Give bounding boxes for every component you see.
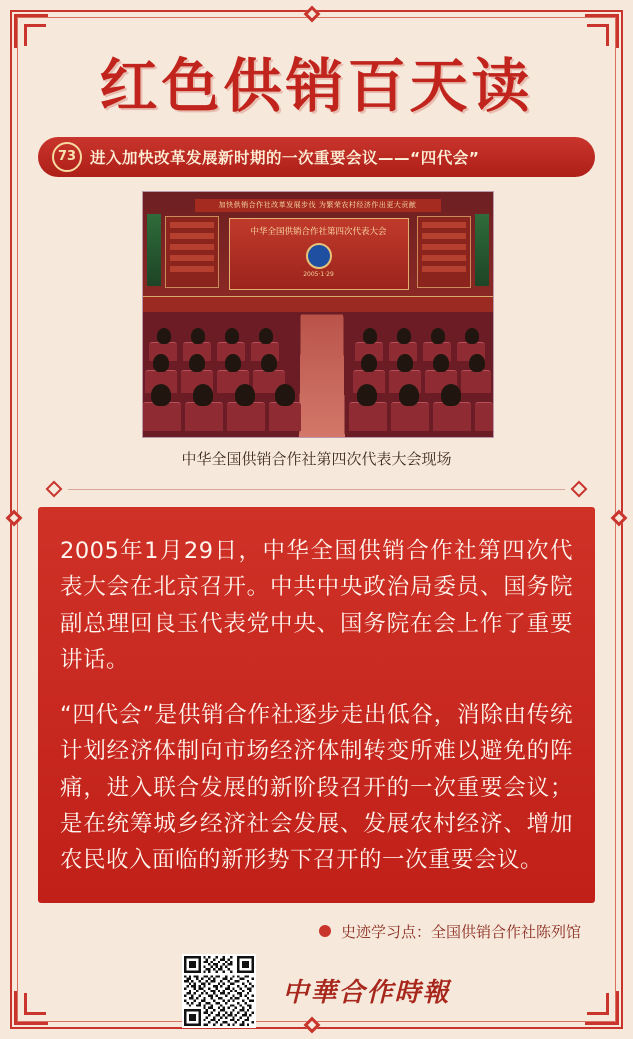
photo-emblem-icon (306, 243, 332, 269)
photo-overhead-banner: 加快供销合作社改革发展步伐 为繁荣农村经济作出更大贡献 (195, 199, 441, 212)
footer-row (28, 954, 605, 1028)
footnote-row (28, 921, 581, 942)
publisher-brand: 中華合作時報 (282, 978, 451, 1009)
poster-content (28, 28, 605, 1011)
section-divider (46, 483, 587, 497)
subtitle-text: 进入加快改革发展新时期的一次重要会议——“四代会” (90, 148, 480, 167)
qr-code[interactable] (182, 954, 256, 1028)
photo-side-panel-right (417, 216, 471, 288)
photo-plant-right (475, 214, 489, 286)
subtitle-banner (38, 137, 595, 177)
body-text-panel (38, 507, 595, 903)
photo-caption: 中华全国供销合作社第四次代表大会现场 (181, 449, 452, 468)
qr-code-icon (184, 956, 254, 1026)
divider-diamond-right (571, 480, 588, 497)
page-title: 红色供销百天读 (99, 52, 534, 120)
photo-plant-left (147, 214, 161, 286)
conference-photo (142, 191, 494, 438)
photo-block (142, 191, 492, 469)
photo-center-aisle (299, 314, 345, 438)
photo-side-panel-left (165, 216, 219, 288)
footnote-text: 史迹学习点：全国供销合作社陈列馆 (340, 922, 581, 941)
episode-number-badge: 73 (52, 142, 82, 172)
photo-screen-title: 中华全国供销合作社第四次代表大会 (250, 226, 387, 237)
photo-stage-screen (229, 218, 409, 290)
body-paragraph-2: “四代会”是供销合作社逐步走出低谷，消除由传统计划经济体制向市场经济体制转变所难以避免的阵痛，进入联合发展的新阶段召开的一次重要会议；是在统筹城乡经济社会发展、发展农村经济、增加农民收入面临的新形势下召开的一次重要会议。 (60, 701, 573, 874)
divider-diamond-left (46, 480, 63, 497)
body-paragraph-1: 2005年1月29日，中华全国供销合作社第四次代表大会在北京召开。中共中央政治局委员、国务院副总理回良玉代表党中央、国务院在会上作了重要讲话。 (60, 537, 573, 674)
photo-emblem-caption: 2005·1·29 (303, 270, 334, 278)
bullet-dot-icon (319, 925, 331, 937)
